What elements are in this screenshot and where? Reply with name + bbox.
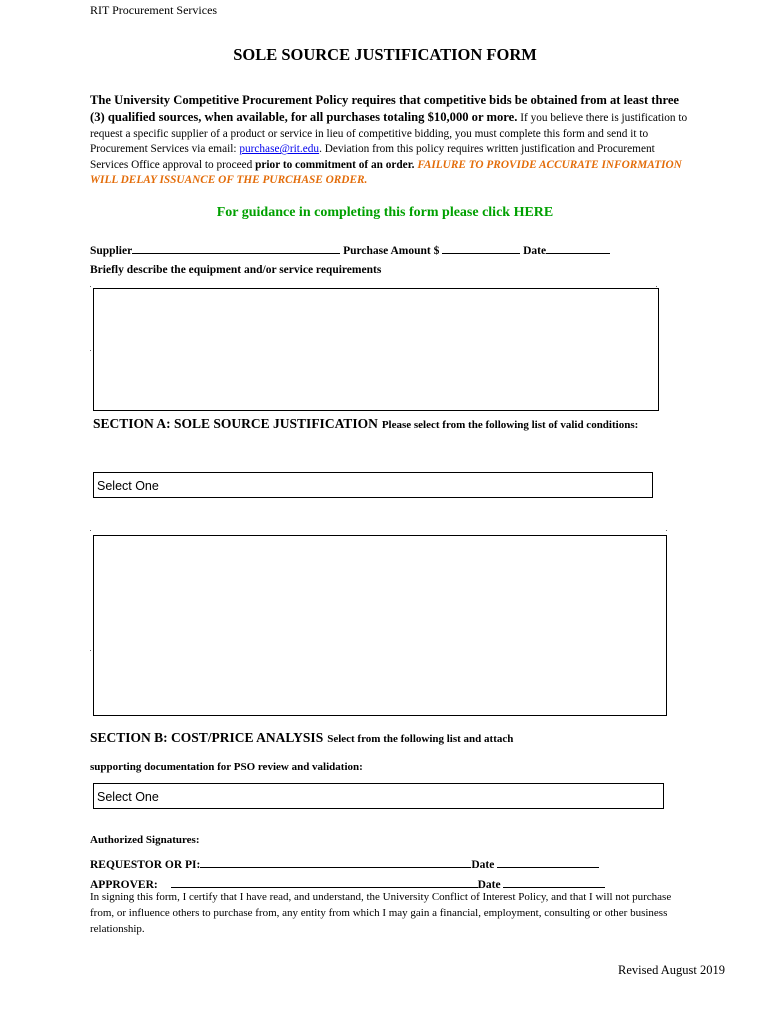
requestor-signature-field[interactable] [200,856,471,868]
description-textarea[interactable] [93,288,659,411]
approver-date-label: Date [477,879,501,891]
revision-date: Revised August 2019 [618,963,725,977]
purchase-amount-label: Purchase Amount $ [343,245,440,257]
requestor-date-label: Date [471,859,495,871]
intro-text-1: If you believe there is justification to request a specific supplier of a product or service in lieu of competitive bidding, you must complete this form and send it to Procurement Services via email: [90,112,688,156]
section-a-heading: SECTION A: SOLE SOURCE JUSTIFICATION [93,416,378,431]
intro-text-3: prior to commitment of an order. [255,158,415,171]
section-a-header [93,415,638,433]
purchase-amount-field[interactable] [442,242,520,254]
warning-text: FAILURE TO PROVIDE ACCURATE INFORMATION WILL DELAY ISSUANCE OF THE PURCHASE ORDER. [90,158,682,187]
email-link[interactable]: purchase@rit.edu [239,143,320,156]
requestor-label: REQUESTOR OR PI: [90,859,201,871]
approver-date-field[interactable] [503,876,605,888]
approver-signature-field[interactable] [171,876,478,888]
requestor-date-field[interactable] [497,856,599,868]
section-b-subtitle: Select from the following list and attach [327,733,514,745]
supplier-field[interactable] [132,242,340,254]
cost-analysis-select[interactable]: Select One [93,783,664,809]
approver-label: APPROVER: [90,879,158,891]
section-b-subtitle-2: supporting documentation for PSO review and validation: [90,761,363,773]
organization-header: RIT Procurement Services [90,3,218,17]
supplier-label: Supplier [90,245,133,257]
section-b-heading: SECTION B: COST/PRICE ANALYSIS [90,730,324,745]
justification-textarea[interactable] [93,535,667,716]
date-label: Date [523,245,547,257]
certification-text: In signing this form, I certify that I have read, and understand, the University Conflict of Interest Policy, and that I will not purchase from, or influence others to purchase from, any entity from which I may gain a financial, employment, consulting or other business relationship. [90,891,672,935]
section-b-header [90,729,513,747]
describe-label: Briefly describe the equipment and/or service requirements [90,264,382,276]
requestor-row [90,856,599,871]
form-title: SOLE SOURCE JUSTIFICATION FORM [233,45,537,64]
supplier-row [90,242,610,257]
signatures-heading: Authorized Signatures: [90,834,200,846]
intro-paragraph [90,92,690,188]
section-a-subtitle: Please select from the following list of valid conditions: [381,419,639,431]
justification-select[interactable]: Select One [93,472,653,498]
date-field[interactable] [546,242,610,254]
intro-text-2: . Deviation from this policy requires written justification and Procurement Services Office approval to proceed [90,143,655,171]
guidance-link[interactable]: For guidance in completing this form please click HERE [216,205,554,220]
policy-lead: The University Competitive Procurement Policy requires that competitive bids be obtained from at least three (3) qualified sources, when available, for all purchases totaling $10,000 or more. [90,93,680,125]
